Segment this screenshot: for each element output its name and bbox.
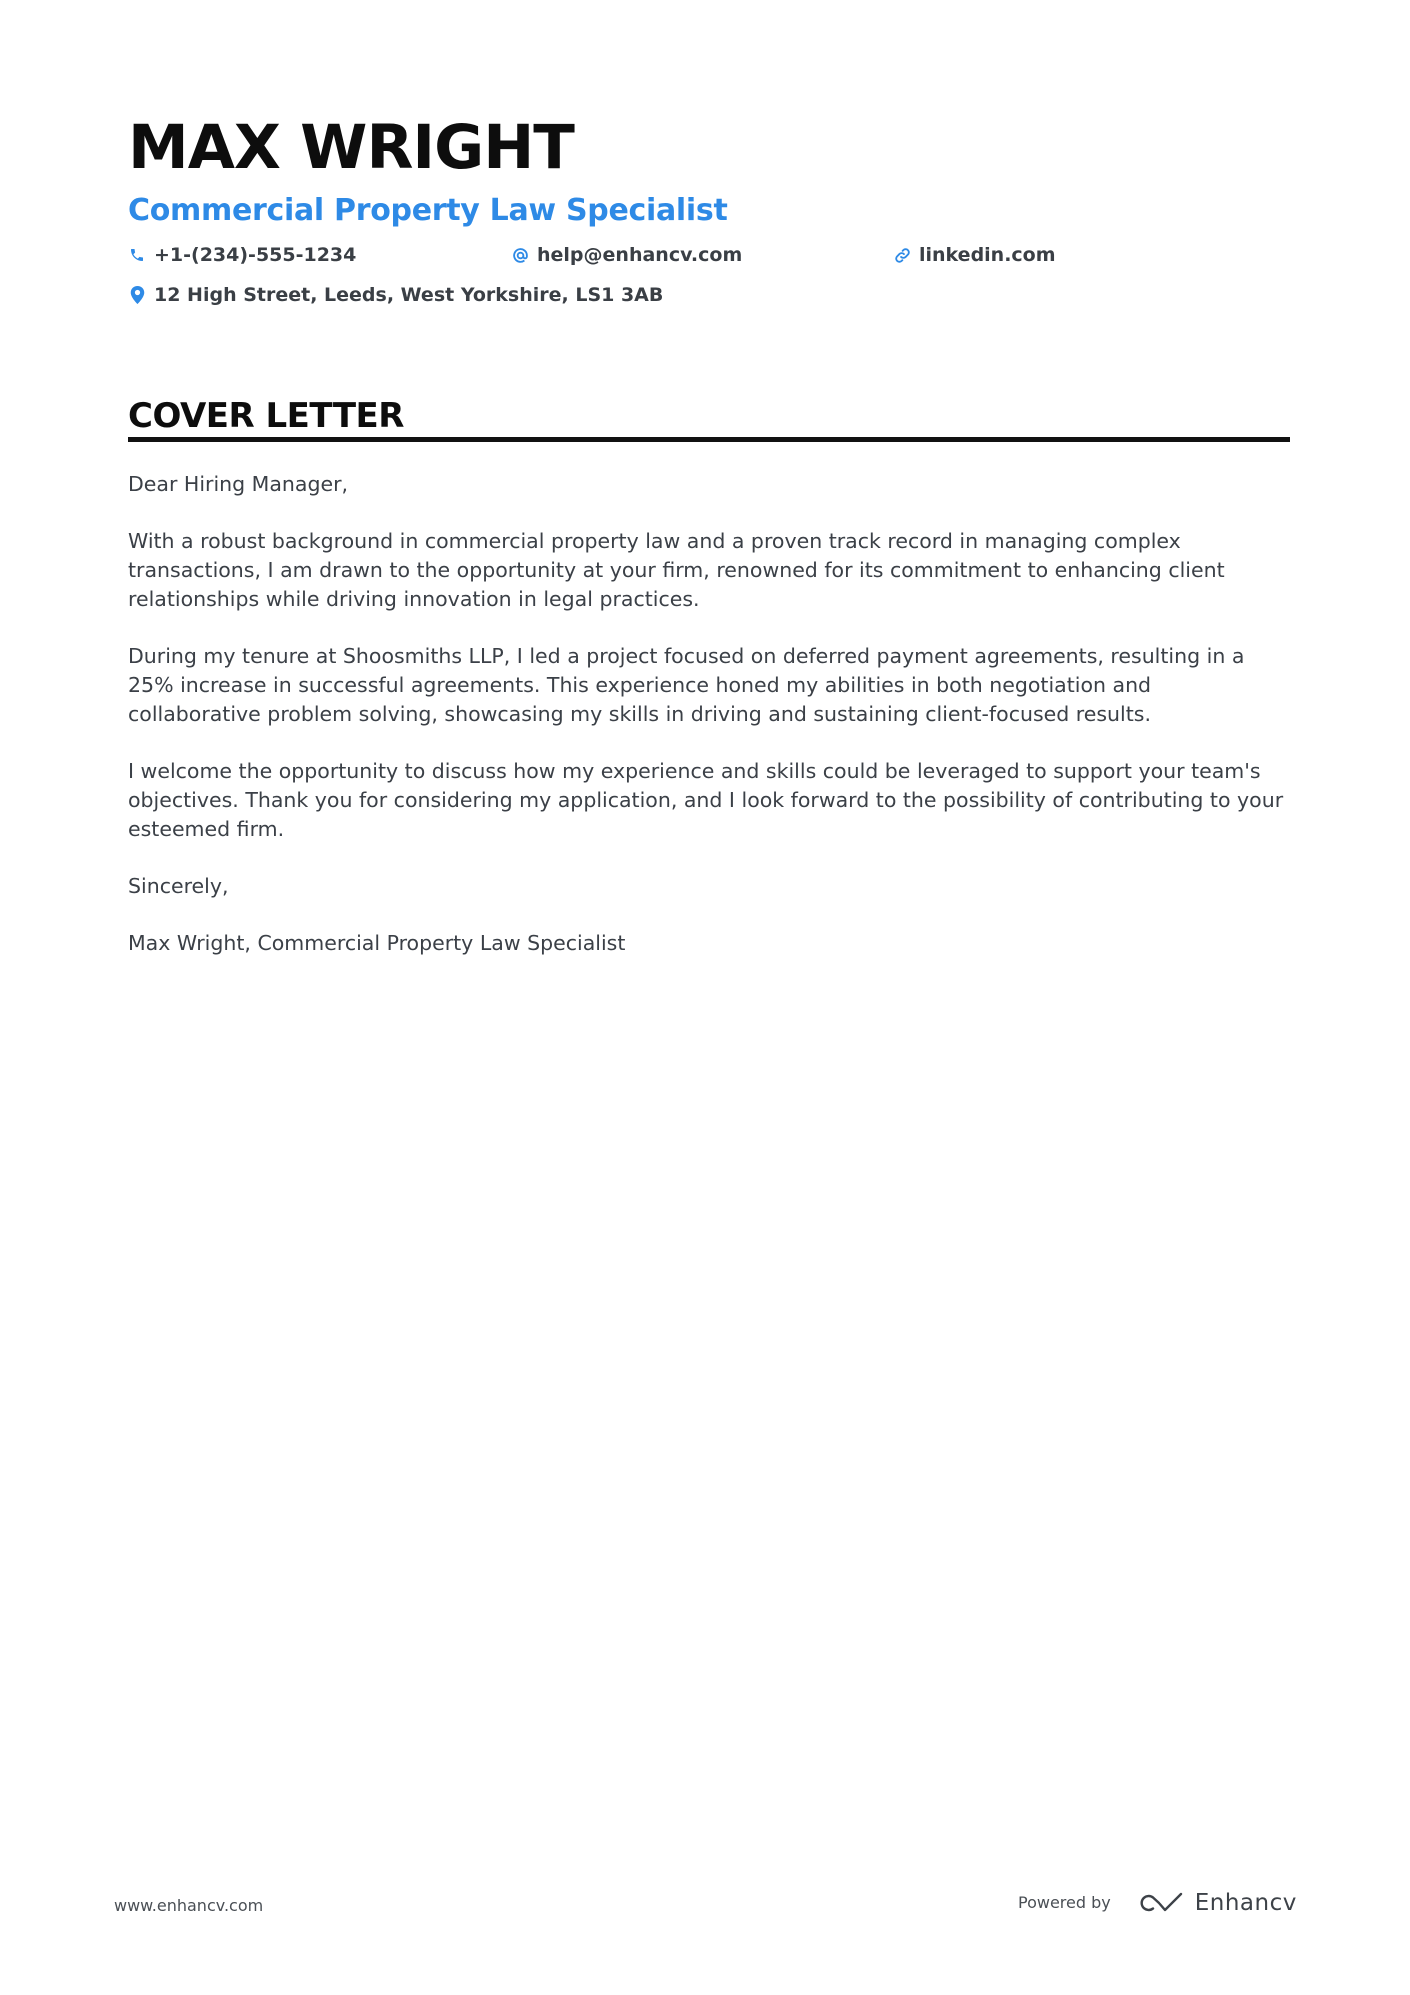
enhancv-logo-icon (1137, 1890, 1185, 1916)
phone-icon (128, 246, 146, 264)
link-text[interactable]: linkedin.com (919, 244, 1056, 266)
applicant-title: Commercial Property Law Specialist (128, 193, 728, 228)
email-text[interactable]: help@enhancv.com (537, 244, 743, 266)
letter-signature: Max Wright, Commercial Property Law Specialist (128, 931, 626, 955)
contact-link (893, 242, 1056, 268)
contact-phone (128, 242, 356, 268)
at-icon (511, 246, 529, 264)
footer-website[interactable]: www.enhancv.com (114, 1896, 264, 1915)
brand-name[interactable]: Enhancv (1194, 1890, 1297, 1916)
letter-paragraph: With a robust background in commercial property law and a proven track record in managing complex transactions, I am drawn to the opportunity at your firm, renowned for its commitment to enhancing client relationships while driving innovation in legal practices. (128, 529, 1225, 611)
powered-by-label: Powered by (1018, 1893, 1111, 1912)
section-title: COVER LETTER (128, 396, 404, 436)
letter-closing: Sincerely, (128, 874, 229, 898)
contact-email (511, 242, 742, 268)
applicant-name: MAX WRIGHT (128, 112, 574, 183)
letter-paragraph: During my tenure at Shoosmiths LLP, I led a project focused on deferred payment agreements, resulting in a 25% increase in successful agreements. This experience honed my abilities in both negotiation and collaborative problem solving, showcasing my skills in driving and sustaining client-focused results. (128, 644, 1245, 726)
footer-branding (1018, 1888, 1297, 1918)
letter-greeting: Dear Hiring Manager, (128, 472, 349, 496)
location-pin-icon (128, 286, 146, 304)
phone-text[interactable]: +1-(234)-555-1234 (154, 244, 357, 266)
section-divider (128, 437, 1290, 442)
contact-address (128, 282, 663, 308)
letter-paragraph: I welcome the opportunity to discuss how my experience and skills could be leveraged to support your team's objectives. Thank you for considering my application, and I look forward to the possibility of contributing to your esteemed firm. (128, 759, 1284, 841)
address-text: 12 High Street, Leeds, West Yorkshire, LS1 3AB (154, 284, 664, 306)
letter-body (128, 470, 1290, 986)
link-icon (893, 246, 911, 264)
